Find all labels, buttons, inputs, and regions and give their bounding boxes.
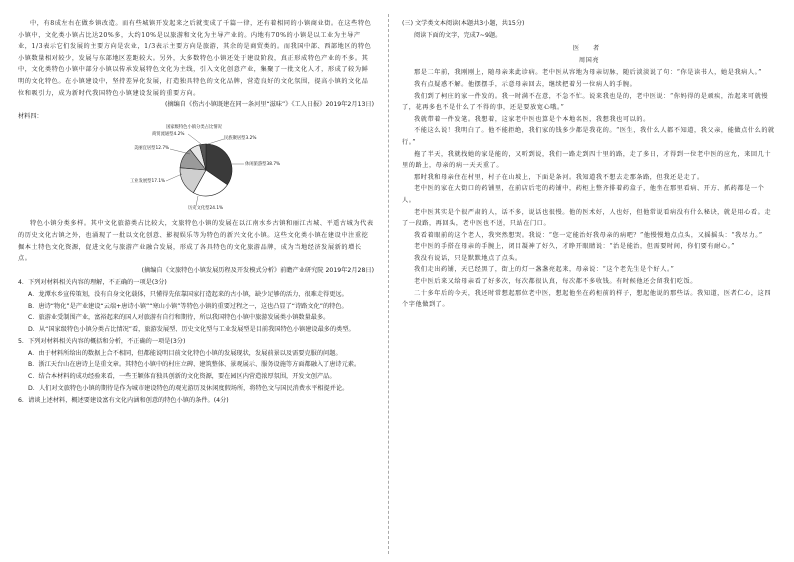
story-paragraph: 老中医其实是个很严肃的人，话不多，说话也很慢。他的医术好，人也好，但他常说看病没有什么秘诀，就是用心看。走了一段路，再回头，老中医也不送，只站在门口。 (402, 208, 772, 228)
story-paragraph: 我就带着一件发笔。我想着，这家老中医也算是个本地名医，我想我也可以的。 (414, 115, 650, 123)
question-4-option-d: D．从“国家级特色小镇分类占比情况”看，旅游发展型、历史文化型与工业发展型是目前我国特色小镇建设最多的类型。 (28, 325, 355, 333)
story-paragraph: 我们到了柯庄的家一件发的。我一时满不在意，不急不忙。说来我也是的，老中医说：“你妈得的是顽疾，治起来可就慢了，花再多也不是什么了不得的事，还是要放宽心哦。” (402, 92, 769, 112)
material-4-label: 材料四： (18, 112, 43, 120)
left-column (18, 18, 374, 554)
material-4-paragraph: 特色小镇分类多样。其中文化旅游类占比较大，文旅特色小镇的发展在以江南水乡古镇和丽江古城、平遥古城为代表的历史文化古镇之外，也涌现了一批以文化创意、影视娱乐等为特色的新兴文化小镇。这些文化类小镇在建设中注重挖掘本土特色文化资源，促进文化与旅游产业融合发展，形成了各具特色的文化旅游品牌，成为当地经济发展新的增长点。 (18, 220, 374, 263)
pie-chart (18, 124, 374, 214)
story-paragraph: 我有点疑惑不解。他摆摆手，示意母亲回去，继续把着另一位病人的手腕。 (414, 80, 637, 88)
pie-chart-figure (18, 124, 374, 214)
story-author: 周国亮 (578, 56, 600, 64)
reading-instruction: 阅读下面的文字，完成7~9题。 (414, 31, 502, 39)
story-paragraph: 二十多年后的今天，我还时常想起那位老中医，想起他坐在药柜前的样子，想起他说的那些话。我知道，医者仁心，这四个字他做到了。 (402, 289, 772, 309)
pie-label-ethnic: 民族聚居型3.2% (224, 136, 257, 142)
story-paragraph: 那是二年前，我刚刚上，随母亲来此诊病。老中医从容地为母亲切脉，随后淡淡说了句：“你是读书人，她是我病人。” (414, 69, 762, 77)
question-5-option-d: D．人们对文旅特色小镇的期待是作为城市建设特色的观光游历及休闲度假场所，将特色文与国民消费水平相提并论。 (28, 384, 349, 392)
story-paragraph: 老中医后来又给母亲看了好多次，每次都很认真，每次都不多收钱。有时候他还会留我们吃饭。 (414, 278, 697, 286)
pie-label-commerce: 商贸流通型4.2% (152, 132, 185, 138)
question-4: 4．下列对材料相关内容的理解，不正确的一项是(3分) (18, 279, 167, 287)
story-paragraph: 我没有说话，只是默默地点了点头。 (414, 254, 522, 262)
question-4-option-c: C．旅游业受制围产业，富裕起来的国人对旅游有自行和期待，所以我国特色小镇中旅游发展类小镇数量最多。 (28, 314, 330, 322)
story-paragraph: 那时我和母亲住在村里，村子在山坡上，下面是条河。我知道我不想去走那条路，但我还是走了。 (414, 173, 704, 181)
pie-label-history: 历史文化型24.1% (188, 206, 224, 212)
question-5-option-b: B．浙江天台山在唐诗上是重文章。其特色小镇中的村庄立碑、建筑整体、景观展示、服务设施等方面都融入了唐诗元素。 (28, 361, 361, 369)
source-citation-2: (摘编自《文旅特色小镇发展历程及开发模式分析》前瞻产业研究院 2019年2月28日) (141, 266, 374, 274)
question-6: 6．请谈上述材料，概述要建设富有文化内涵和创意的特色小镇的条件。(4分) (18, 397, 229, 405)
pie-label-leisure: 休闲旅游型38.7% (245, 162, 281, 168)
right-column (402, 18, 776, 554)
pie-label-title: 国家级特色小镇分类占比情况 (166, 125, 222, 131)
source-citation-1: (摘编自《伤古小镇既建在同一条河里“滋味”》《工人日报》2019年2月13日) (165, 101, 374, 109)
story-paragraph: 我看着眼前的这个老人，我突然想哭。我说：“您一定能治好我母亲的病吧？”他慢慢地点点头，又摇摇头：“我尽力。” (414, 231, 763, 239)
question-5-option-a: A．由于材料所给出的数据上合不相同，但都能说明目前文化特色小镇的发展现状，发展前景以及需要克服的问题。 (28, 349, 342, 357)
question-5-option-c: C．结合本材料的成功经验来看，一些王颖体育独具创新的文化资源，要在园区内营造浓厚氛围，开发文创产品。 (28, 373, 336, 381)
question-5: 5．下列对材料相关内容的概括和分析，不正确的一项是(3分) (18, 338, 186, 346)
story-title: 医 者 (572, 45, 606, 53)
story-paragraph: 老中医的手搭在母亲的手腕上，闭目凝神了好久，才睁开眼睛说：“治是能治，但需要时间，你们要有耐心。” (414, 243, 735, 251)
section-heading: (三) 文学类文本阅读(本题共3小题，共15分) (402, 20, 525, 27)
pie-label-livable: 美丽宜居型12.7% (134, 146, 170, 152)
question-4-option-b: B．唐诗“物化”是产业建设“云端+唐诗小镇”“寒山小镇”等特色小镇的重要过程之一，这也凸显了“诗路文化”的特色。 (28, 302, 348, 310)
column-divider (388, 14, 389, 554)
story-paragraph: 不能这么说！我明白了。他不能拒绝，我们家的钱多少都是我花的。“医生，我什么人都不知道，我父亲，能做点什么的就行。” (402, 127, 775, 146)
question-4-option-a: A．龙潭水乡宣传策划，没有自身文化载体，只懂得先依靠国家打造起来的古小镇，缺少足够的活力，很难走得更远。 (28, 290, 348, 298)
story-paragraph: 拖了半天，我就找她的家是能的，又听到说，我们一路走到四十里的路，走了多日，才得到一位老中医的应允，来回几十里的路上，母亲的病一天天重了。 (402, 150, 772, 170)
pie-label-industry: 工业发展型17.1% (130, 179, 166, 185)
story-paragraph: 我们走出药铺，天已经黑了，街上的灯一盏盏亮起来，母亲说：“这个老先生是个好人。” (414, 266, 675, 274)
story-paragraph: 老中医的家在大街口的药铺里，在前店后宅的药铺中，药柜上整齐排着药盒子，他坐在那里看病、开方、抓药都是一个人。 (402, 185, 765, 204)
material-paragraph-top: 中，有8成左右在做乡镇改造。而有些城镇开发起来之后就变成了千篇一律，还有着相同的小镇商业街。在这些特色小镇中，文化类小镇占比达20%多，大约10%是以旅游和文化为主导产业的。内地有70%的小镇是以工业为主导产业，1/3表示它们发展的主要方向是农业，1/3表示主要方向是旅游，其余的是商贸类的。而我国中部、西部地区的特色小镇数量相对较少，发展与东部地区差距较大。另外，大多数特色小镇还处于建设阶段，真正形成特色产业的不多。其中，文化类特色小镇中部分小镇以传承发展特色文化为主线，引入文化创意产业，集聚了一批文化人才，形成了较为鲜明的文化特色。在小镇建设中，坚持差异化发展，打造独具特色的文化品牌，营造良好的文化氛围，提高小镇的文化品位和吸引力，成为新时代我国特色小镇建设发展的重要方向。 (18, 20, 372, 97)
